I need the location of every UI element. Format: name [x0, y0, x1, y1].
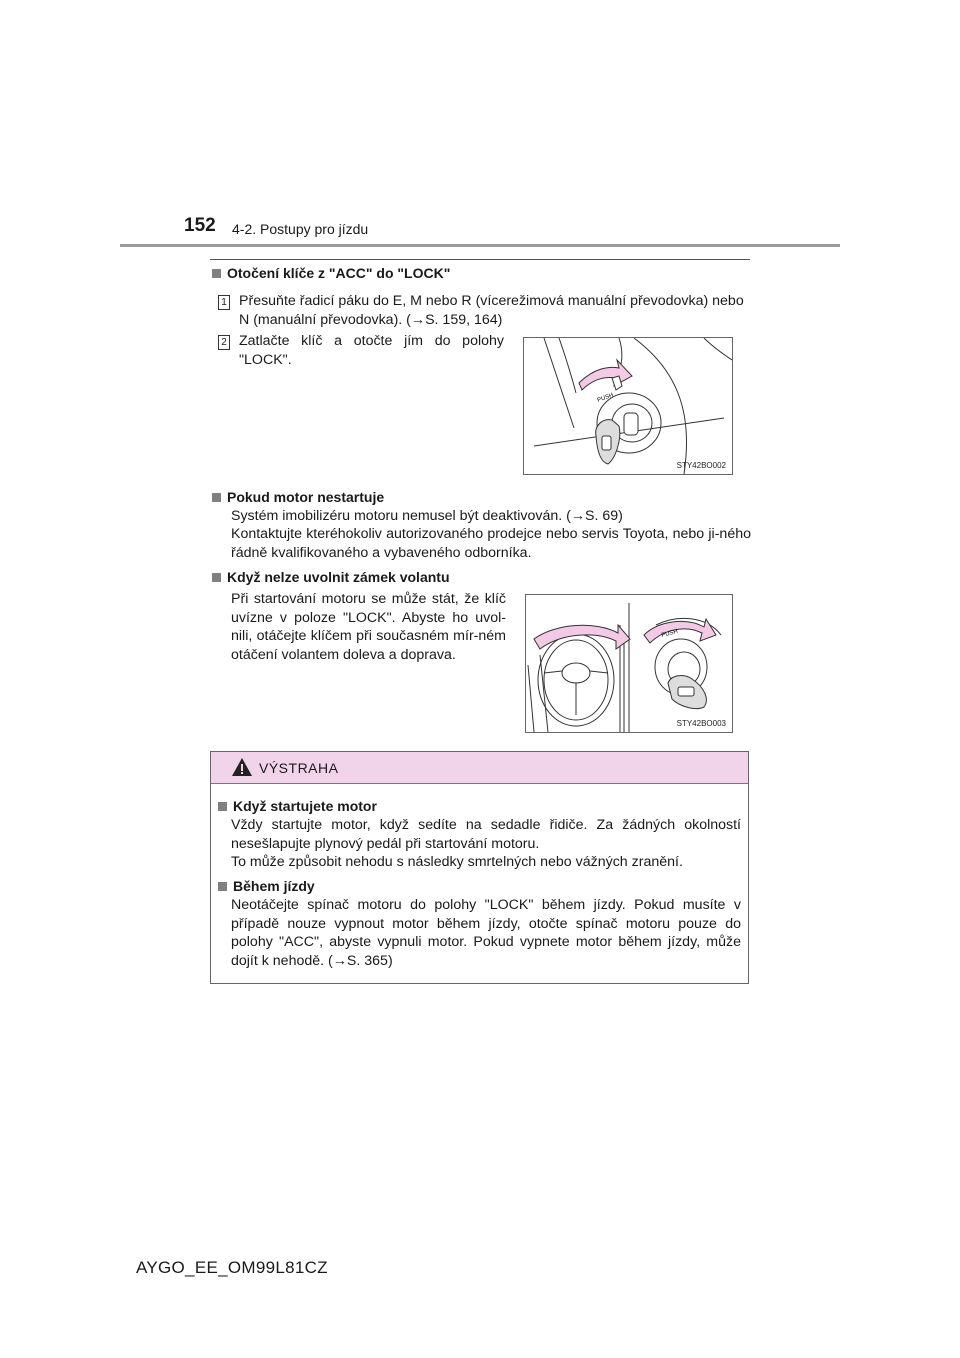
push-label: PUSH [660, 628, 679, 639]
rotation-arrow-icon [579, 360, 632, 390]
manual-code: AYGO_EE_OM99L81CZ [136, 1258, 328, 1277]
turn-key-heading-text: Otočení klíče z "ACC" do "LOCK" [227, 265, 451, 281]
warning-title: VÝSTRAHA [259, 760, 339, 776]
steering-lock-heading [212, 569, 450, 585]
warning-item-1-line-2: To může způsobit nehodu s následky smrtelných nebo vážných zranění. [231, 854, 683, 870]
engine-not-start-heading-text: Pokud motor nestartuje [227, 489, 385, 505]
bullet-square-icon [212, 269, 221, 278]
warning-header [211, 752, 748, 784]
figure-code: STY42BO003 [676, 719, 726, 728]
bullet-square-icon [212, 573, 221, 582]
warning-item-2-text: Neotáčejte spínač motoru do polohy "LOCK" během jízdy. Pokud musíte v případě nouze vypnout motor během jízdy, otočte spínač motoru pouze do polohy "ACC", abyste vypnuli motor. Pokud vypnete motor během jízdy, může dojít k nehodě. (→S. 365) [231, 897, 741, 969]
steering-wheel-and-key-illustration [526, 595, 732, 732]
bullet-square-icon [218, 882, 227, 891]
step-1-text: Přesuňte řadicí páku do E, M nebo R (vícerežimová manuální převodovka) nebo N (manuální převodovka). (→S. 159, 164) [239, 293, 744, 328]
steering-wheel-figure [525, 594, 733, 733]
header-rule [120, 244, 840, 247]
step-1-badge: 1 [218, 295, 230, 310]
turn-key-heading [212, 265, 450, 281]
steering-lock-heading-text: Když nelze uvolnit zámek volantu [227, 569, 450, 585]
ignition-key-illustration [524, 338, 732, 474]
section-title: 4-2. Postupy pro jízdu [232, 221, 369, 237]
engine-not-start-line-2: Kontaktujte kteréhokoliv autorizovaného prodejce nebo servis Toyota, nebo ji-ného řádně kvalifikovaného a vybaveného odborníka. [231, 526, 751, 561]
bullet-square-icon [218, 802, 227, 811]
content-top-rule [210, 259, 750, 260]
warning-item-1-heading [218, 798, 377, 814]
ignition-key-figure [523, 337, 733, 475]
bullet-square-icon [212, 493, 221, 502]
warning-item-1-line-1: Vždy startujte motor, když sedíte na sedadle řidiče. Za žádných okolností nesešlapujte plynový pedál při startování motoru. [231, 817, 741, 852]
page-number: 152 [184, 215, 216, 236]
warning-box [210, 751, 749, 984]
push-label: PUSH [596, 392, 615, 404]
engine-not-start-line-1: Systém imobilizéru motoru nemusel být deaktivován. (→S. 69) [231, 508, 623, 524]
warning-triangle-icon [231, 757, 253, 777]
step-2-badge: 2 [218, 335, 230, 350]
steering-rotation-arrow-icon [534, 625, 630, 649]
steering-lock-text: Při startování motoru se může stát, že klíč uvízne v poloze "LOCK". Abyste ho uvol-nili, otáčejte klíčem při současném mír-ném otáčení volantem doleva a doprava. [231, 591, 506, 663]
step-2-text: Zatlačte klíč a otočte jím do polohy "LOCK". [239, 333, 504, 368]
warning-item-2-heading [218, 878, 315, 894]
warning-item-1-heading-text: Když startujete motor [233, 798, 377, 814]
figure-code: STY42BO002 [676, 461, 726, 470]
engine-not-start-heading [212, 489, 384, 505]
warning-item-2-heading-text: Během jízdy [233, 878, 315, 894]
